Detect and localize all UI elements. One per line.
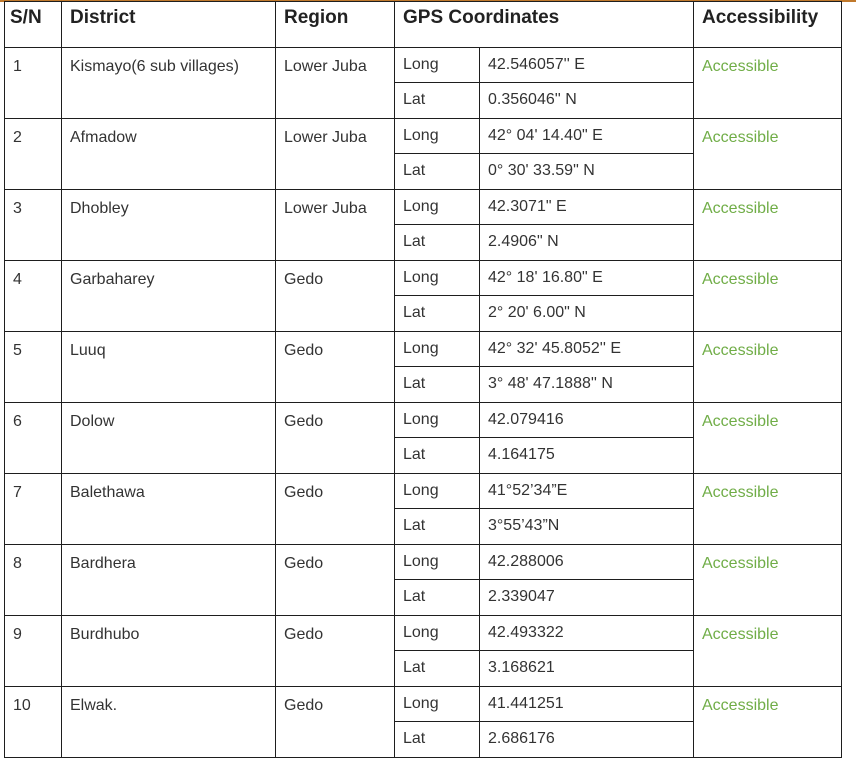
sn-cell: 4 [5, 261, 62, 332]
district-cell: Luuq [62, 332, 276, 403]
longitude-cell: 42° 32' 45.8052'' E [480, 332, 694, 367]
region-cell: Lower Juba [276, 48, 395, 119]
accessibility-cell: Accessible [694, 332, 842, 403]
table-row [5, 332, 842, 367]
header-gps-coordinates: GPS Coordinates [395, 2, 694, 48]
longitude-cell: 42.493322 [480, 616, 694, 651]
latitude-cell: 0.356046'' N [480, 83, 694, 119]
header-accessibility: Accessibility [694, 2, 842, 48]
sn-cell: 1 [5, 48, 62, 119]
accessibility-cell: Accessible [694, 119, 842, 190]
table-row [5, 687, 842, 722]
lat-label-cell: Lat [395, 509, 480, 545]
accessibility-cell: Accessible [694, 261, 842, 332]
longitude-cell: 42.546057'' E [480, 48, 694, 83]
long-label-cell: Long [395, 616, 480, 651]
sn-cell: 2 [5, 119, 62, 190]
district-cell: Burdhubo [62, 616, 276, 687]
region-cell: Lower Juba [276, 119, 395, 190]
longitude-cell: 42.288006 [480, 545, 694, 580]
district-cell: Garbaharey [62, 261, 276, 332]
region-cell: Gedo [276, 403, 395, 474]
long-label-cell: Long [395, 687, 480, 722]
sn-cell: 8 [5, 545, 62, 616]
latitude-cell: 2.339047 [480, 580, 694, 616]
table-row [5, 545, 842, 580]
latitude-cell: 2.4906" N [480, 225, 694, 261]
table-row [5, 616, 842, 651]
table-row [5, 403, 842, 438]
longitude-cell: 41°52’34”E [480, 474, 694, 509]
region-cell: Gedo [276, 332, 395, 403]
table-body [5, 48, 842, 758]
long-label-cell: Long [395, 403, 480, 438]
region-cell: Gedo [276, 261, 395, 332]
district-cell: Balethawa [62, 474, 276, 545]
latitude-cell: 4.164175 [480, 438, 694, 474]
long-label-cell: Long [395, 261, 480, 296]
longitude-cell: 41.441251 [480, 687, 694, 722]
lat-label-cell: Lat [395, 438, 480, 474]
lat-label-cell: Lat [395, 154, 480, 190]
header-district: District [62, 2, 276, 48]
district-cell: Bardhera [62, 545, 276, 616]
long-label-cell: Long [395, 545, 480, 580]
region-cell: Gedo [276, 545, 395, 616]
long-label-cell: Long [395, 190, 480, 225]
longitude-cell: 42° 18' 16.80" E [480, 261, 694, 296]
region-cell: Gedo [276, 474, 395, 545]
table-row [5, 190, 842, 225]
latitude-cell: 3° 48' 47.1888'' N [480, 367, 694, 403]
table-row [5, 48, 842, 83]
header-region: Region [276, 2, 395, 48]
lat-label-cell: Lat [395, 225, 480, 261]
district-gps-table [4, 1, 842, 758]
accessibility-cell: Accessible [694, 403, 842, 474]
longitude-cell: 42.3071" E [480, 190, 694, 225]
table-row [5, 261, 842, 296]
accessibility-cell: Accessible [694, 474, 842, 545]
long-label-cell: Long [395, 474, 480, 509]
latitude-cell: 2.686176 [480, 722, 694, 758]
longitude-cell: 42.079416 [480, 403, 694, 438]
sn-cell: 9 [5, 616, 62, 687]
latitude-cell: 3°55’43”N [480, 509, 694, 545]
lat-label-cell: Lat [395, 296, 480, 332]
latitude-cell: 3.168621 [480, 651, 694, 687]
lat-label-cell: Lat [395, 83, 480, 119]
sn-cell: 3 [5, 190, 62, 261]
table-row [5, 119, 842, 154]
region-cell: Gedo [276, 687, 395, 758]
district-cell: Dolow [62, 403, 276, 474]
region-cell: Lower Juba [276, 190, 395, 261]
lat-label-cell: Lat [395, 651, 480, 687]
table-header-row [5, 2, 842, 48]
lat-label-cell: Lat [395, 722, 480, 758]
long-label-cell: Long [395, 332, 480, 367]
latitude-cell: 2° 20' 6.00" N [480, 296, 694, 332]
sn-cell: 5 [5, 332, 62, 403]
header-sn: S/N [5, 2, 62, 48]
table-row [5, 474, 842, 509]
accessibility-cell: Accessible [694, 687, 842, 758]
sn-cell: 6 [5, 403, 62, 474]
accessibility-cell: Accessible [694, 545, 842, 616]
lat-label-cell: Lat [395, 580, 480, 616]
sn-cell: 10 [5, 687, 62, 758]
sn-cell: 7 [5, 474, 62, 545]
longitude-cell: 42° 04' 14.40" E [480, 119, 694, 154]
accessibility-cell: Accessible [694, 190, 842, 261]
district-cell: Dhobley [62, 190, 276, 261]
accessibility-cell: Accessible [694, 616, 842, 687]
latitude-cell: 0° 30' 33.59" N [480, 154, 694, 190]
region-cell: Gedo [276, 616, 395, 687]
district-cell: Afmadow [62, 119, 276, 190]
long-label-cell: Long [395, 119, 480, 154]
lat-label-cell: Lat [395, 367, 480, 403]
district-cell: Elwak. [62, 687, 276, 758]
long-label-cell: Long [395, 48, 480, 83]
district-cell: Kismayo(6 sub villages) [62, 48, 276, 119]
accessibility-cell: Accessible [694, 48, 842, 119]
